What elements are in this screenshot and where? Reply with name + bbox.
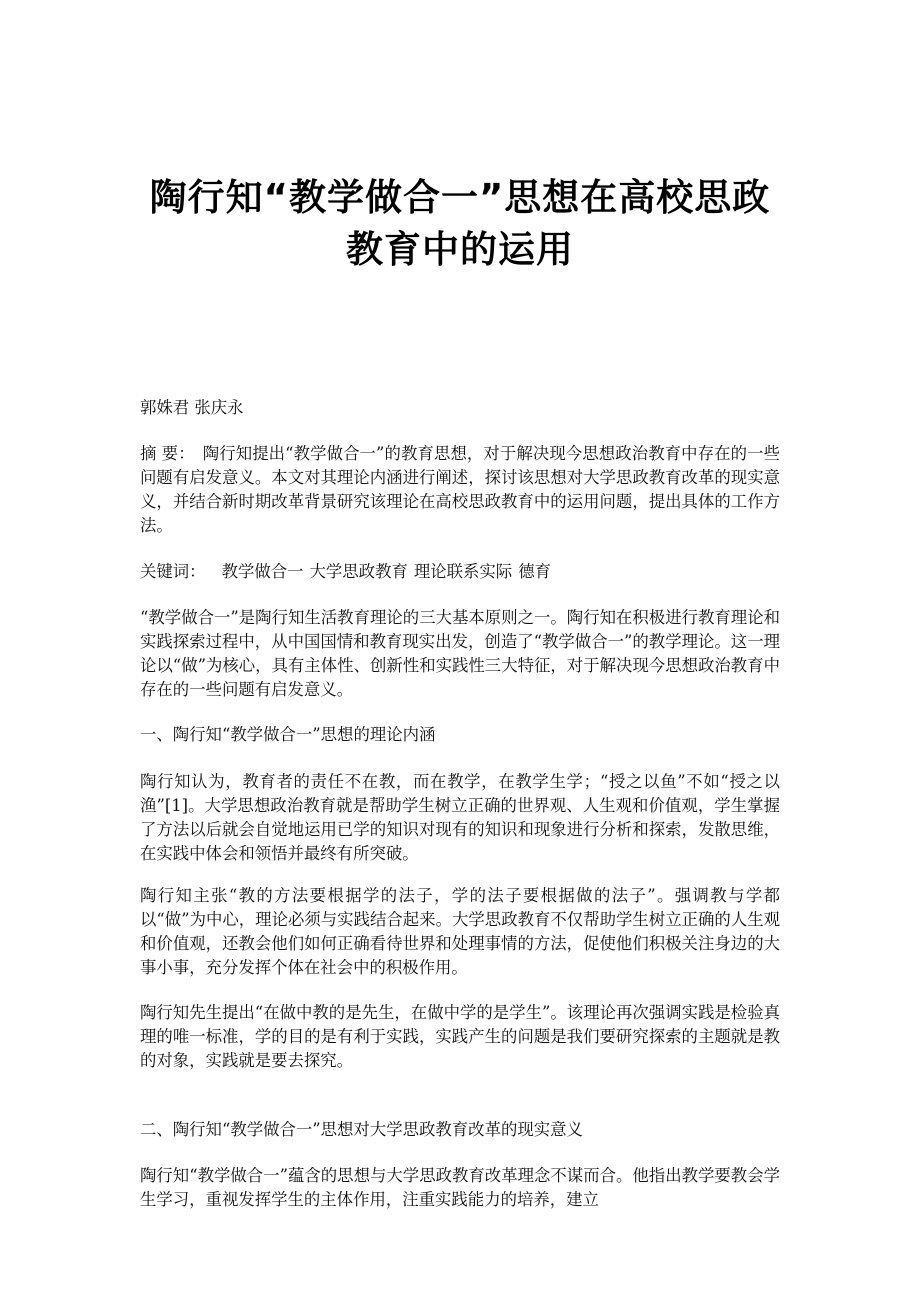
keywords-label: 关键词： <box>140 562 206 581</box>
paragraph: 陶行知先生提出“在做中教的是先生，在做中学的是学生”。该理论再次强调实践是检验真理的唯一标准，学的目的是有利于实践，实践产生的问题是我们要研究探索的主题就是教的对象，实践就是要去探究。 <box>140 1003 780 1070</box>
abstract <box>140 442 780 538</box>
keywords <box>140 560 780 584</box>
paragraph: 陶行知“教学做合一”蕴含的思想与大学思政教育改革理念不谋而合。他指出教学要教会学生学习，重视发挥学生的主体作用，注重实践能力的培养，建立 <box>140 1166 780 1209</box>
section-heading-2: 二、陶行知“教学做合一”思想对大学思政教育改革的现实意义 <box>140 1120 583 1139</box>
keyword-item: 教学做合一 <box>221 562 304 581</box>
abstract-label: 摘 要： <box>140 444 195 463</box>
keyword-item: 理论联系实际 <box>413 562 513 581</box>
paragraph: 陶行知主张“教的方法要根据学的法子，学的法子要根据做的法子”。强调教与学都以“做”为中心，理论必须与实践结合起来。大学思政教育不仅帮助学生树立正确的人生观和价值观，还教会他们如何正确看待世界和处理事情的方法，促使他们积极关注身边的大事小事，充分发挥个体在社会中的积极作用。 <box>140 886 780 977</box>
authors: 郭姝君 张庆永 <box>140 398 244 417</box>
paragraph-intro: “教学做合一”是陶行知生活教育理论的三大基本原则之一。陶行知在积极进行教育理论和实践探索过程中，从中国国情和教育现实出发，创造了“教学做合一”的教学理论。这一理论以“做”为核心，具有主体性、创新性和实践性三大特征，对于解决现今思想政治教育中存在的一些问题有启发意义。 <box>140 608 780 699</box>
abstract-text: 陶行知提出“教学做合一”的教育思想，对于解决现今思想政治教育中存在的一些问题有启发意义。本文对其理论内涵进行阐述，探讨该思想对大学思政教育改革的现实意义，并结合新时期改革背景研究该理论在高校思政教育中的运用问题，提出具体的工作方法。 <box>140 444 780 535</box>
keyword-item: 德育 <box>518 562 551 581</box>
keyword-item: 大学思政教育 <box>309 562 408 581</box>
title-line-1: 陶行知“教学做合一”思想在高校思政 <box>149 176 771 219</box>
paragraph: 陶行知认为，教育者的责任不在教，而在教学，在教学生学；“授之以鱼”不如“授之以渔”[1]。大学思想政治教育就是帮助学生树立正确的世界观、人生观和价值观，学生掌握了方法以后就会自觉地运用已学的知识对现有的知识和现象进行分析和探索，发散思维，在实践中体会和领悟并最终有所突破。 <box>140 772 780 863</box>
title-line-2: 教育中的运用 <box>346 228 574 271</box>
section-heading-1: 一、陶行知“教学做合一”思想的理论内涵 <box>140 725 436 744</box>
document-title <box>0 172 920 276</box>
